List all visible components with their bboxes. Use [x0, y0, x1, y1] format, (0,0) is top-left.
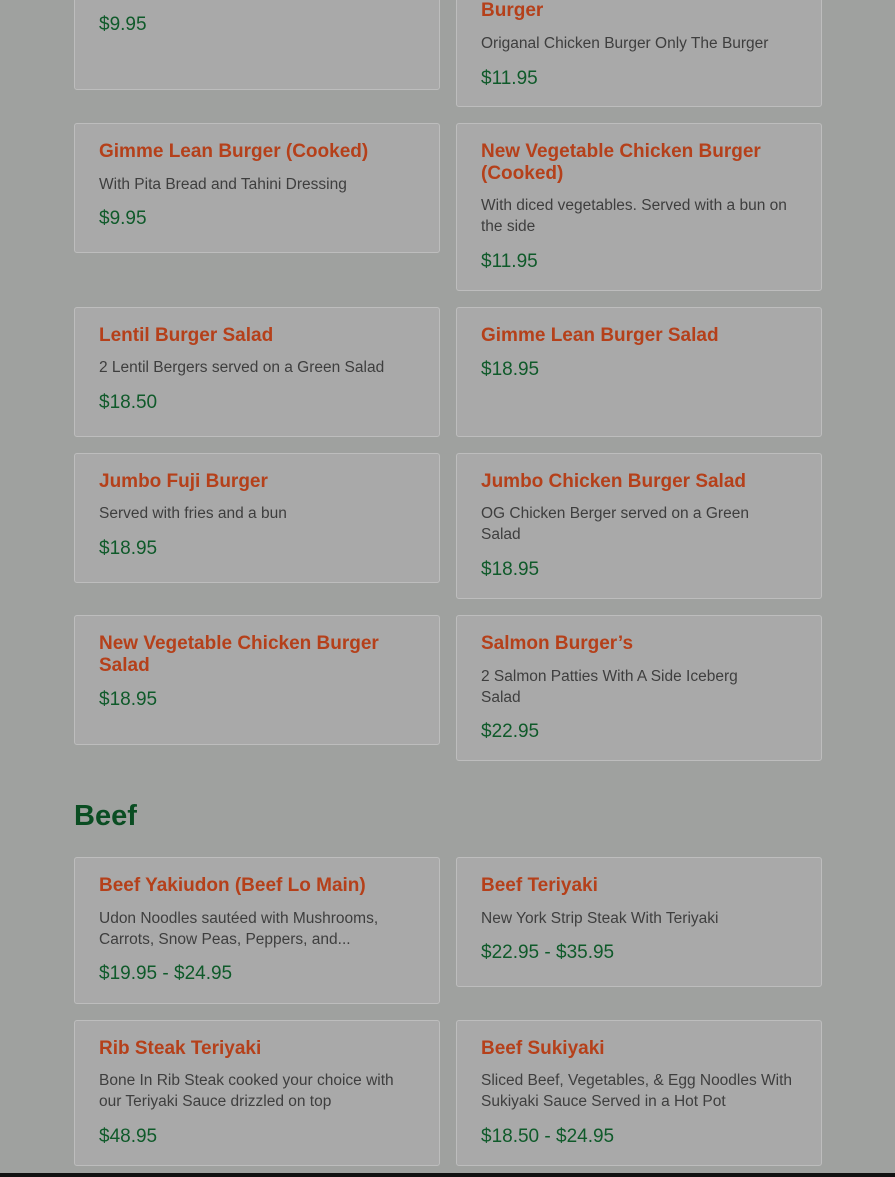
item-name: Jumbo Fuji Burger — [99, 471, 268, 492]
item-description: OG Chicken Berger served on a Green Salad — [481, 505, 749, 543]
menu-item-card[interactable] — [456, 857, 822, 987]
item-description: Bone In Rib Steak cooked your choice with our Teriyaki Sauce drizzled on top — [99, 1072, 394, 1110]
menu-item-card[interactable] — [456, 1020, 822, 1166]
item-price: $11.95 — [481, 68, 538, 89]
bottom-edge-bar — [0, 1173, 895, 1177]
item-description: 2 Salmon Patties With A Side Iceberg Salad — [481, 668, 738, 706]
item-name: Beef Yakiudon (Beef Lo Main) — [99, 875, 366, 896]
item-description: 2 Lentil Bergers served on a Green Salad — [99, 359, 385, 376]
item-price: $18.95 — [99, 689, 158, 710]
item-price: $9.95 — [99, 14, 147, 35]
menu-item-card[interactable] — [74, 1020, 440, 1166]
item-name: Beef Teriyaki — [481, 875, 598, 896]
section-title-beef: Beef — [74, 800, 137, 832]
item-name: Rib Steak Teriyaki — [99, 1038, 262, 1059]
item-name: Beef Sukiyaki — [481, 1038, 605, 1059]
item-price: $18.95 — [481, 559, 540, 580]
item-description: Origanal Chicken Burger Only The Burger — [481, 35, 769, 52]
item-price: $18.50 - $24.95 — [481, 1126, 615, 1147]
item-name: Lentil Burger Salad — [99, 325, 274, 346]
menu-item-card[interactable] — [74, 453, 440, 583]
menu-item-card[interactable] — [456, 307, 822, 437]
menu-item-card[interactable] — [74, 615, 440, 745]
item-description: New York Strip Steak With Teriyaki — [481, 910, 719, 927]
item-description: Sliced Beef, Vegetables, & Egg Noodles With Sukiyaki Sauce Served in a Hot Pot — [481, 1072, 793, 1110]
item-name: Burger — [481, 0, 544, 21]
menu-item-card[interactable] — [456, 453, 822, 599]
menu-item-card[interactable] — [74, 857, 440, 1004]
item-name: New Vegetable Chicken Burger (Cooked) — [481, 141, 761, 184]
item-price: $22.95 — [481, 721, 540, 742]
item-price: $18.95 — [99, 538, 158, 559]
menu-item-card[interactable] — [456, 615, 822, 761]
menu-item-card[interactable] — [74, 307, 440, 437]
item-price: $18.50 — [99, 392, 158, 413]
menu-item-card[interactable] — [74, 123, 440, 253]
item-description: Udon Noodles sautéed with Mushrooms, Carrots, Snow Peas, Peppers, and... — [99, 910, 379, 948]
item-description: With Pita Bread and Tahini Dressing — [99, 176, 347, 193]
item-price: $19.95 - $24.95 — [99, 963, 233, 984]
menu-item-card[interactable] — [74, 0, 440, 90]
item-price: $18.95 — [481, 359, 540, 380]
item-name: Salmon Burger’s — [481, 633, 634, 654]
menu-item-card[interactable] — [456, 123, 822, 291]
item-price: $22.95 - $35.95 — [481, 942, 615, 963]
item-price: $9.95 — [99, 208, 147, 229]
item-name: Gimme Lean Burger (Cooked) — [99, 141, 369, 162]
item-price: $48.95 — [99, 1126, 158, 1147]
item-name: Jumbo Chicken Burger Salad — [481, 471, 747, 492]
item-name: Gimme Lean Burger Salad — [481, 325, 719, 346]
item-name: New Vegetable Chicken Burger Salad — [99, 633, 379, 676]
item-description: Served with fries and a bun — [99, 505, 287, 522]
menu-item-card[interactable] — [456, 0, 822, 107]
item-price: $11.95 — [481, 251, 538, 272]
item-description: With diced vegetables. Served with a bun on the side — [481, 197, 787, 235]
